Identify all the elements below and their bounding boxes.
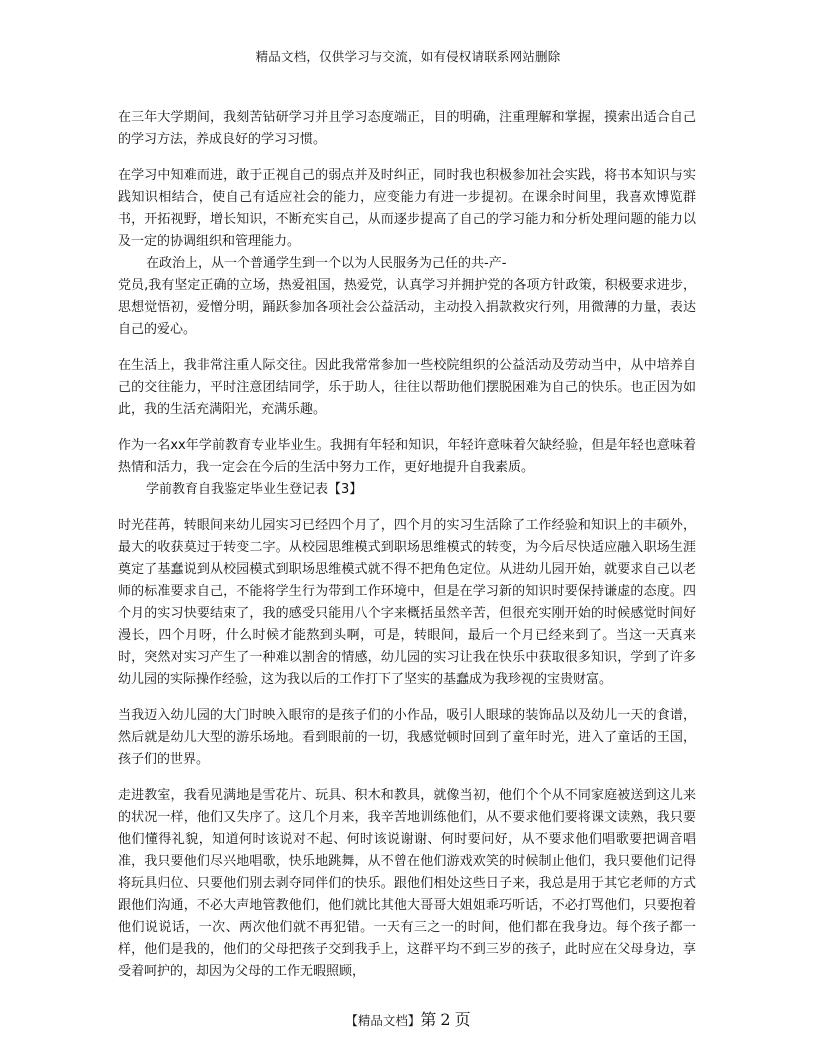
paragraph-politics-intro: 在政治上，从一个普通学生到一个以为人民服务为己任的共-产- xyxy=(146,256,507,271)
paragraph-party-member: 党员,我有坚定正确的立场，热爱祖国，热爱党，认真学习并拥护党的各项方针政策，积极要求进步，思想觉悟初，爱憎分明，踊跃参加各项社会公益活动，主动投入捐款救灾行列，用微薄的力量，表达自己的爱心。 xyxy=(118,278,696,337)
paragraph-graduate: 作为一名xx年学前教育专业毕业生。我拥有年轻和知识，年轻许意味着欠缺经验，但是年轻也意味着热情和活力，我一定会在今后的生活中努力工作，更好地提升自我素质。 xyxy=(118,438,696,475)
paragraph-learning-practice: 在学习中知难而进，敢于正视自己的弱点并及时纠正，同时我也积极参加社会实践，将书本知识与实践知识相结合，使自己有适应社会的能力，应变能力有进一步提初。在课余时间里，我喜欢博览群书，开拓视野，增长知识，不断充实自己，从而逐步提高了自己的学习能力和分析处理问题的能力以及一定的协调组织和管理能力。 xyxy=(118,168,696,249)
paragraph-life: 在生活上，我非常注重人际交往。因此我常常参加一些校院组织的公益活动及劳动当中，从中培养自己的交往能力，平时注意团结同学，乐于助人，往往以帮助他们摆脱困难为自己的快乐。也正因为如此，我的生活充满阳光，充满乐趣。 xyxy=(118,358,696,417)
paragraph-classroom: 走进教室，我看见满地是雪花片、玩具、积木和教具，就像当初，他们个个从不同家庭被送到这儿来的状况一样，他们又失序了。这几个月来，我辛苦地训练他们，从不要求他们要将课文读熟，我只要他们懂得礼貌，知道何时该说对不起、何时该说谢谢、何时要问好，从不要求他们唱歌要把调音唱准，我只要他们尽兴地唱歌，快乐地跳舞，从不曾在他们游戏欢笑的时候制止他们，我只要他们记得将玩具归位、只要他们别去剥夺同伴们的快乐。跟他们相处这些日子来，我总是用于其它老师的方式跟他们沟通，不必大声地管教他们，他们就比其他大哥哥大姐姐乖巧听话，不必打骂他们，只要抱着他们说说话，一次、两次他们就不再犯错。一天有三之一的时间，他们都在我身边。每个孩子都一样，他们是我的，他们的父母把孩子交到我手上，这群平均不到三岁的孩子，此时应在父母身边，享受着呵护的，却因为父母的工作无暇照顾， xyxy=(118,788,696,979)
page-footer xyxy=(0,1010,816,1031)
paragraph-study-attitude: 在三年大学期间，我刻苦钻研学习并且学习态度端正，目的明确，注重理解和掌握，摸索出适合自己的学习方法，养成良好的学习习惯。 xyxy=(118,110,696,147)
paragraph-kindergarten-gate: 当我迈入幼儿园的大门时映入眼帘的是孩子们的小作品，吸引人眼球的装饰品以及幼儿一天的食谱，然后就是幼儿大型的游乐场地。看到眼前的一切，我感觉顿时回到了童年时光，进入了童话的王国，孩子们的世界。 xyxy=(118,708,696,767)
page-header: 精品文档，仅供学习与交流，如有侵权请联系网站删除 xyxy=(255,49,561,64)
document-body xyxy=(118,107,696,983)
footer-page-suffix: 页 xyxy=(454,1010,471,1029)
section-heading: 学前教育自我鉴定毕业生登记表【3】 xyxy=(146,482,363,497)
footer-page-word: 第 xyxy=(420,1010,437,1029)
footer-page-number: 2 xyxy=(440,1010,451,1029)
footer-label: 【精品文档】 xyxy=(345,1013,421,1028)
paragraph-internship: 时光荏苒，转眼间来幼儿园实习已经四个月了，四个月的实习生活除了工作经验和知识上的丰硕外，最大的收获莫过于转变二字。从校园思维模式到职场思维模式的转变，为今后尽快适应融入职场生涯奠定了基蠢说到从校园模式到职场思维模式就不得不把角色定位。从进幼儿园开始，就要求自己以老师的标准要求自己，不能将学生行为带到工作环境中，但是在学习新的知识时要保持谦虚的态度。四个月的实习快要结束了，我的感受只能用八个字来概括虽然辛苦，但很充实刚开始的时候感觉时间好漫长，四个月呀，什么时候才能熬到头啊，可是，转眼间，最后一个月已经来到了。当这一天真来时，突然对实习产生了一种难以割舍的情感，幼儿园的实习让我在快乐中获取很多知识，学到了许多幼儿园的实际操作经验，这为我以后的工作打下了坚实的基蠢成为我珍视的宝贵财富。 xyxy=(118,518,696,687)
